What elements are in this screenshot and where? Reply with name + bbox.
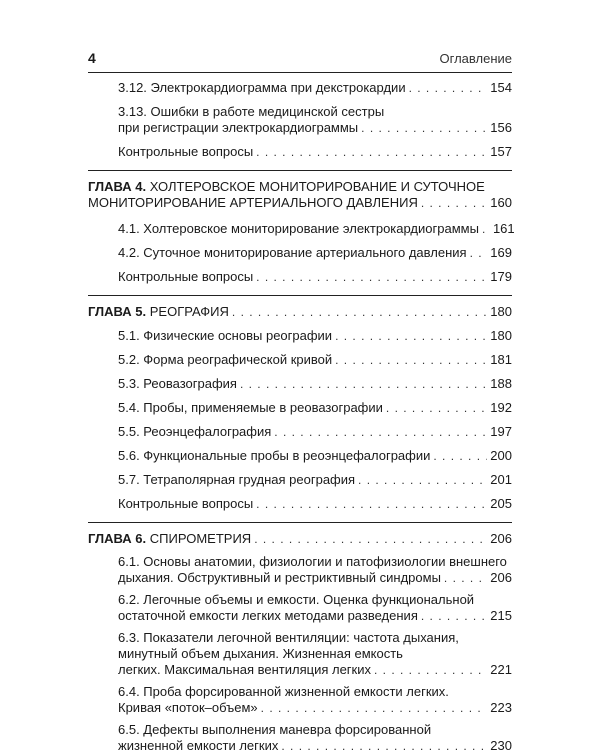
toc-page-number: 154 <box>490 80 512 95</box>
toc-page-number: 200 <box>490 448 512 463</box>
toc-chapter-6[interactable] <box>88 531 512 547</box>
toc-entry-5-1[interactable] <box>88 328 512 344</box>
toc-entry-title: 6.3. Показатели легочной вентиляции: частота дыхания, <box>118 630 459 645</box>
toc-entry-5-4[interactable] <box>88 400 512 416</box>
toc-entry-title: 4.1. Холтеровское мониторирование электрокардиограммы <box>118 221 479 236</box>
toc-entry-title: 5.5. Реоэнцефалография <box>118 424 272 439</box>
toc-entry-6-2[interactable] <box>88 592 512 624</box>
toc-entry-5-6[interactable] <box>88 448 512 464</box>
toc-entry-title: 5.2. Форма реографической кривой <box>118 352 333 367</box>
toc-page-number: 188 <box>490 376 512 391</box>
toc-entry-title: 5.7. Тетраполярная грудная реография <box>118 472 356 487</box>
toc-entry-6-1[interactable] <box>88 554 512 586</box>
toc-entry-title-cont: остаточной емкости легких методами разведения <box>118 608 418 623</box>
toc-chapter-4[interactable] <box>88 179 512 211</box>
chapter-divider <box>88 522 512 523</box>
toc-page-number: 156 <box>490 120 512 135</box>
toc-page-number: 181 <box>490 352 512 367</box>
toc-entry-5-3[interactable] <box>88 376 512 392</box>
toc-entry-control-questions[interactable] <box>88 269 512 285</box>
toc-entry-control-questions[interactable] <box>88 144 512 160</box>
toc-entry-title: 5.1. Физические основы реографии <box>118 328 333 343</box>
toc-page-number: 160 <box>490 195 512 210</box>
toc-entry-title-cont: при регистрации электрокардиограммы <box>118 120 359 135</box>
toc-page-number: 230 <box>490 738 512 753</box>
chapter-divider <box>88 170 512 171</box>
table-of-contents <box>88 74 515 754</box>
toc-page-number: 223 <box>490 700 512 715</box>
toc-entry-title: 3.13. Ошибки в работе медицинской сестры <box>118 104 385 119</box>
toc-page-number: 205 <box>490 496 512 511</box>
toc-page-number: 169 <box>490 245 512 260</box>
page-number: 4 <box>88 50 96 66</box>
toc-entry-3-12[interactable] <box>88 80 512 96</box>
toc-entry-title: 6.2. Легочные объемы и емкости. Оценка функциональной <box>118 592 475 607</box>
chapter-divider <box>88 295 512 296</box>
toc-page-number: 197 <box>490 424 512 439</box>
toc-page-number: 206 <box>490 531 512 546</box>
toc-page-number: 179 <box>490 269 512 284</box>
toc-entry-3-13[interactable] <box>88 104 512 136</box>
running-title: Оглавление <box>439 51 512 66</box>
toc-entry-title: 4.2. Суточное мониторирование артериального давления <box>118 245 467 260</box>
toc-entry-title: 5.3. Реовазография <box>118 376 237 391</box>
toc-entry-6-3[interactable] <box>88 630 512 678</box>
chapter-label: ГЛАВА 4. <box>88 179 147 194</box>
toc-entry-4-2[interactable] <box>88 245 512 261</box>
toc-entry-6-5[interactable] <box>88 722 512 754</box>
toc-entry-title: Контрольные вопросы <box>118 144 254 159</box>
toc-entry-title-cont: дыхания. Обструктивный и рестриктивный синдромы <box>118 570 441 585</box>
toc-entry-title: 6.5. Дефекты выполнения маневра форсированной <box>118 722 432 737</box>
toc-entry-title-cont: жизненной емкости легких <box>118 738 279 753</box>
toc-page-number: 157 <box>490 144 512 159</box>
toc-page-number: 206 <box>490 570 512 585</box>
toc-entry-title: 6.4. Проба форсированной жизненной емкости легких. <box>118 684 449 699</box>
chapter-title: СПИРОМЕТРИЯ <box>149 531 252 546</box>
toc-entry-title: Контрольные вопросы <box>118 496 254 511</box>
chapter-title: ХОЛТЕРОВСКОЕ МОНИТОРИРОВАНИЕ И СУТОЧНОЕ <box>149 179 485 194</box>
toc-entry-title: 5.6. Функциональные пробы в реоэнцефалографии <box>118 448 431 463</box>
toc-page-number: 215 <box>490 608 512 623</box>
toc-page-number: 201 <box>490 472 512 487</box>
toc-entry-title-cont: легких. Максимальная вентиляция легких <box>118 662 371 677</box>
toc-entry-title-cont: Кривая «поток–объем» <box>118 700 258 715</box>
toc-entry-title: 6.1. Основы анатомии, физиологии и патофизиологии внешнего <box>118 554 507 569</box>
toc-page-number: 180 <box>490 304 512 319</box>
chapter-title-cont: МОНИТОРИРОВАНИЕ АРТЕРИАЛЬНОГО ДАВЛЕНИЯ <box>88 195 418 210</box>
toc-page-number: 221 <box>490 662 512 677</box>
toc-entry-4-1[interactable] <box>88 221 515 237</box>
chapter-title: РЕОГРАФИЯ <box>149 304 229 319</box>
toc-entry-title: 3.12. Электрокардиограмма при декстрокардии <box>118 80 406 95</box>
toc-entry-5-5[interactable] <box>88 424 512 440</box>
toc-entry-control-questions[interactable] <box>88 496 512 512</box>
toc-entry-5-7[interactable] <box>88 472 512 488</box>
toc-entry-title-cont: минутный объем дыхания. Жизненная емкость <box>118 646 403 661</box>
chapter-label: ГЛАВА 5. <box>88 304 147 319</box>
toc-entry-6-4[interactable] <box>88 684 512 716</box>
running-header <box>88 50 512 73</box>
toc-page-number: 161 <box>492 221 515 236</box>
chapter-label: ГЛАВА 6. <box>88 531 147 546</box>
toc-chapter-5[interactable] <box>88 304 512 320</box>
toc-page-number: 192 <box>490 400 512 415</box>
toc-page-number: 180 <box>490 328 512 343</box>
toc-entry-title: Контрольные вопросы <box>118 269 254 284</box>
toc-entry-5-2[interactable] <box>88 352 512 368</box>
toc-entry-title: 5.4. Пробы, применяемые в реовазографии <box>118 400 383 415</box>
